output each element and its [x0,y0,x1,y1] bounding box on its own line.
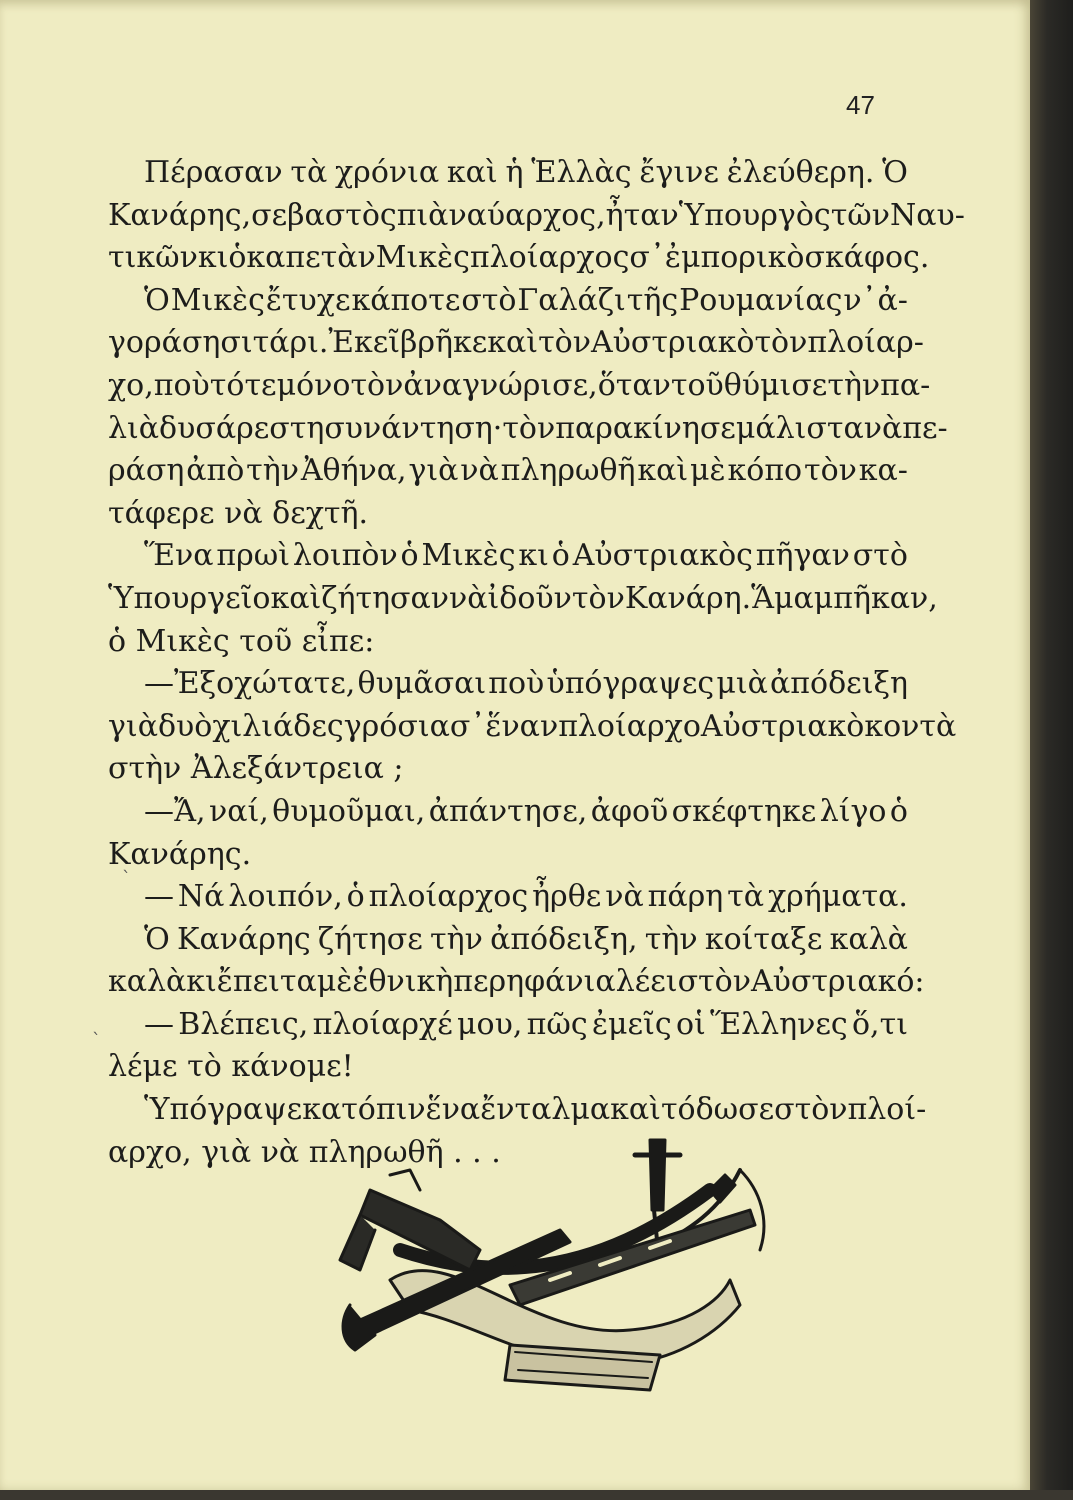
word: πλοίαρχος [368,879,529,915]
word: ὅταν [597,367,671,403]
word: τικῶν [108,240,198,276]
word: χο, [108,367,154,403]
word: βρῆκε [400,325,488,361]
word: ἀπὸ [186,453,245,489]
word: χρόνια [335,155,440,190]
word: Ὑπουργὸς [678,197,831,233]
word: στὸ [852,538,908,574]
word: σκέφτηκε [671,793,817,829]
word: Αὐστριακὸ [590,325,755,361]
word: λίγο [819,793,887,829]
word: Γαλάζι [517,282,626,318]
word: ὁ [889,793,908,829]
text-line [108,152,908,195]
word: πλοίαρχος [469,240,630,276]
word: πρωὶ [216,538,290,574]
text-line [108,876,908,919]
word: ὅ,τι [852,1006,908,1042]
word: Ἕνα [144,538,214,574]
word: γρόσια [343,708,450,744]
word: ἀ- [877,282,908,318]
word: ἀναγνώρισε, [403,367,598,403]
word: καλὰ [829,921,908,957]
word: τὴν [430,921,483,957]
word: πλοίαρχέ [312,1006,453,1042]
text-line [108,706,957,749]
text-line [108,791,908,834]
text-line [108,663,908,706]
text-line [108,450,908,493]
word: οἱ [675,1006,706,1042]
word: μάλιστα [735,410,864,446]
word: δυὸ [157,708,213,744]
word: Κανάρης, [108,197,252,233]
word: —Ἄ, [144,793,206,829]
word: θυμοῦμαι, [272,793,426,829]
word: Ἐκεῖ [328,325,401,361]
word: καὶ [270,580,322,616]
text-line [108,280,908,323]
word: ναύαρχος, [448,197,606,233]
text-line [108,408,948,451]
word: Ναυ- [890,197,965,233]
word: Αὐστριακὸ [700,708,865,744]
word: μὲ [316,964,353,1000]
word: Αὐστριακό: [750,964,925,1000]
word: — [144,1006,174,1042]
word: καλὰ [108,964,187,1000]
word: Ἑλλὰς [531,155,632,190]
word: πλοίαρ- [807,325,924,361]
text-line [108,322,924,365]
word: γιὰ [408,453,459,489]
word: πα- [880,367,931,403]
crossed-weapons-icon [330,1130,780,1410]
word: στὸ [461,282,517,318]
word: ἐμεῖς [591,1006,672,1042]
word: νὰ [460,453,499,489]
text-line [108,535,908,578]
word: ἕναν [485,708,559,744]
word: κατόπιν [302,1092,426,1128]
word: πλοίαρχο [558,708,701,744]
text-line [108,961,925,1004]
text-line [108,195,965,238]
book-bottom-edge [0,1490,1073,1500]
word: κι [197,240,229,276]
word: τὸν [502,410,556,446]
word: τὸν [803,453,857,489]
word: τὸν [754,325,808,361]
word: Μικὲς [170,282,265,318]
text-line: στὴν Ἀλεξάντρεια ; [108,751,404,787]
word: τὸν [571,580,625,616]
margin-mark: ˋ [122,868,131,889]
word: περηφάνια [453,964,616,1000]
text-line [108,578,938,621]
word: Ὑπόγραψε [144,1092,303,1128]
word: κα- [858,453,908,489]
word: τὴν [246,453,299,489]
word: κάποτε [351,282,461,318]
word: μιὰ [716,666,768,702]
word: χρήματα. [767,879,908,915]
word: κόπο [727,453,803,489]
word: ἔτυχε [265,282,351,318]
word: λέει [615,964,678,1000]
word: ἰδοῦν [487,580,572,616]
text-line [108,1089,927,1132]
word: πιὰ [396,197,449,233]
word: Μικὲς [421,538,516,574]
word: Ἅμα [751,580,814,616]
word: νὰ [863,410,903,446]
word: στὸν [774,1092,848,1128]
word: ἐμπορικὸ [664,240,805,276]
word: λιὰ [108,410,160,446]
word: Μικὲς [375,240,470,276]
word: ν᾽ [843,282,877,318]
word: κοίταξε [704,921,823,957]
word: μὲ [690,453,726,489]
word: πῶς [526,1006,588,1042]
book-edge [1030,0,1073,1500]
word: ποὺ [153,367,210,403]
word: καὶ [610,1092,661,1128]
word: ἀπόδειξη, [490,921,638,957]
word: πάρη [647,879,724,915]
text-line: αρχο, γιὰ νὰ πληρωθῆ . . . [108,1134,501,1170]
word: μόνο [276,367,351,403]
word: ὁ [346,879,365,915]
word: τοῦ [670,367,724,403]
word: —Ἐξοχώτατε, [144,666,356,702]
word: συνάντηση· [324,410,503,446]
text-line [108,237,930,280]
word: ἦρθε [532,879,602,915]
word: τόδωσε [660,1092,775,1128]
word: Ὁ [882,155,908,190]
word: σεβαστὸς [251,197,397,233]
word: πληρωθῆ [500,453,636,489]
word: σκάφος. [804,240,930,276]
text-line: ὁ Μικὲς τοῦ εἶπε: [108,623,375,659]
word: ὑπόγραψες [546,666,715,702]
word: καὶ [487,325,539,361]
word: λοιπὸν [292,538,398,574]
word: ἡ [505,155,524,190]
word: ὁ [228,240,247,276]
word: ἔγινε [639,155,719,190]
word: κοντὰ [864,708,957,744]
word: Ρουμανίας [679,282,843,318]
word: τῶν [830,197,890,233]
word: κι [186,964,217,1000]
word: ναί, [208,793,269,829]
text-line: λέμε τὸ κάνομε! [108,1049,354,1085]
word: δυσάρεστη [159,410,325,446]
word: πε- [902,410,948,446]
word: καπετὰν [246,240,376,276]
word: Κανάρη. [624,580,752,616]
word: καὶ [637,453,689,489]
word: ὁ [400,538,419,574]
word: ἀπόδειξη [770,666,908,702]
text-line [108,919,908,962]
word: πῆγαν [755,538,850,574]
word: μπῆκαν, [813,580,938,616]
word: τὰ [727,879,765,915]
word: γοράση [108,325,221,361]
word: τὴν [827,367,881,403]
word: — [144,879,174,915]
word: ὁ [551,538,570,574]
word: τὰ [290,155,328,190]
word: σ᾽ [629,240,665,276]
text-line [108,1004,908,1047]
word: Κανάρης [177,921,311,957]
word: Αὐστριακὸς [572,538,753,574]
word: Ὁ [144,282,170,318]
word: ἔπειτα [216,964,317,1000]
text-line: Κανάρης. [108,836,252,872]
word: γιὰ [108,708,158,744]
word: καὶ [446,155,498,190]
word: ἕνα [425,1092,481,1128]
word: σ᾽ [449,708,486,744]
word: τὴν [644,921,698,957]
word: ἐθνικὴ [352,964,454,1000]
word: θυμᾶσαι [357,666,487,702]
word: νὰ [605,879,644,915]
word: τὸν [538,325,591,361]
word: ράση [108,453,185,489]
word: ἀφοῦ [590,793,669,829]
word: ποὺ [488,666,545,702]
word: κι [518,538,549,574]
text-line [108,365,931,408]
word: Πέρασαν [144,155,283,190]
word: Ἕλληνες [710,1006,848,1042]
word: νὰ [449,580,488,616]
text-line: τάφερε νὰ δεχτῆ. [108,495,369,531]
word: μου, [457,1006,523,1042]
word: πλοί- [847,1092,927,1128]
word: ἐλεύθερη. [726,155,875,190]
word: Ὑπουργεῖο [108,580,271,616]
word: παρακίνησε [555,410,736,446]
body-text [108,152,965,1174]
word: Βλέπεις, [178,1006,309,1042]
word: θύμισε [723,367,828,403]
word: Ὁ [144,921,170,957]
word: σιτάρι. [220,325,329,361]
page-number: 47 [846,90,875,120]
word: τότε [209,367,277,403]
word: ζήτησε [317,921,423,957]
word: ἔνταλμα [480,1092,611,1128]
word: στὸν [677,964,751,1000]
word: λοιπόν, [228,879,343,915]
word: Ἀθήνα, [300,453,407,489]
word: τὸν [350,367,404,403]
word: χιλιάδες [212,708,344,744]
word: ζήτησαν [321,580,450,616]
word: Νά [177,879,225,915]
word: τῆς [626,282,679,318]
word: ἦταν [605,197,679,233]
margin-mark: ˋ [92,1030,101,1051]
word: ἀπάντησε, [428,793,588,829]
